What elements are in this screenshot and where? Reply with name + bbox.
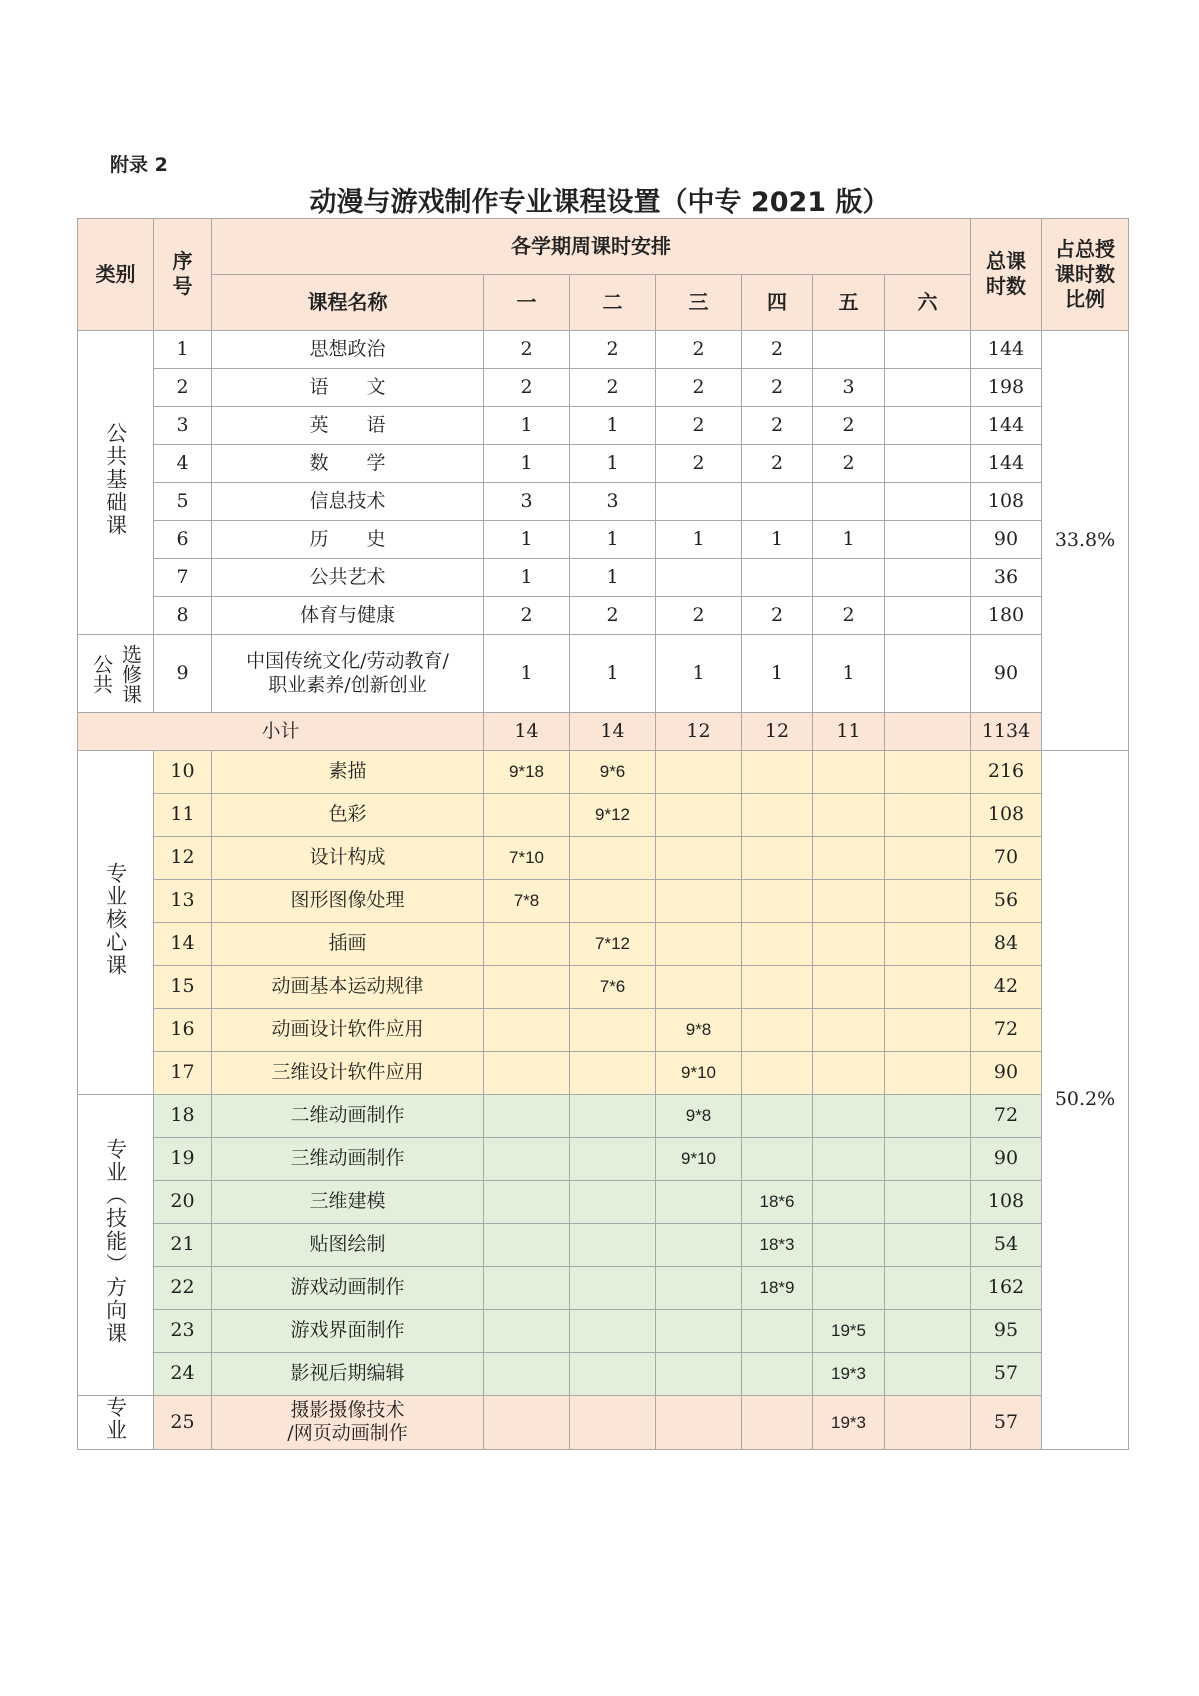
semester-hours-cell: 12 <box>742 713 813 751</box>
semester-hours-cell <box>885 369 971 407</box>
semester-hours-cell <box>484 923 570 966</box>
total-hours-cell: 57 <box>971 1353 1042 1396</box>
table-row <box>78 407 1129 445</box>
semester-hours-cell <box>742 559 813 597</box>
seq-cell: 6 <box>154 521 212 559</box>
semester-hours-cell: 3 <box>484 483 570 521</box>
semester-hours-cell <box>813 794 885 837</box>
semester-hours-cell <box>885 1310 971 1353</box>
semester-hours-cell <box>570 1267 656 1310</box>
semester-hours-cell <box>656 483 742 521</box>
semester-hours-cell <box>570 880 656 923</box>
semester-hours-cell: 19*5 <box>813 1310 885 1353</box>
semester-hours-cell: 2 <box>484 597 570 635</box>
course-name-cell: 语 文 <box>212 369 484 407</box>
semester-hours-cell: 2 <box>484 369 570 407</box>
table-row <box>78 880 1129 923</box>
header-semester: 六 <box>885 275 971 331</box>
table-row <box>78 597 1129 635</box>
total-hours-cell: 70 <box>971 837 1042 880</box>
semester-hours-cell <box>742 1396 813 1450</box>
semester-hours-cell: 9*18 <box>484 751 570 794</box>
semester-hours-cell <box>813 1181 885 1224</box>
semester-hours-cell <box>885 1224 971 1267</box>
semester-hours-cell <box>484 794 570 837</box>
category-direction <box>78 1095 154 1396</box>
semester-hours-cell <box>885 751 971 794</box>
total-hours-cell: 72 <box>971 1009 1042 1052</box>
semester-hours-cell: 1 <box>570 559 656 597</box>
semester-hours-cell <box>885 407 971 445</box>
semester-hours-cell <box>813 1095 885 1138</box>
seq-cell: 4 <box>154 445 212 483</box>
semester-hours-cell <box>484 1353 570 1396</box>
course-name-cell: 插画 <box>212 923 484 966</box>
header-course-name: 课程名称 <box>212 275 484 331</box>
semester-hours-cell: 9*12 <box>570 794 656 837</box>
table-row <box>78 483 1129 521</box>
semester-hours-cell: 2 <box>813 597 885 635</box>
semester-hours-cell <box>742 1353 813 1396</box>
semester-hours-cell: 7*10 <box>484 837 570 880</box>
semester-hours-cell <box>813 1267 885 1310</box>
semester-hours-cell: 14 <box>570 713 656 751</box>
header-semester: 一 <box>484 275 570 331</box>
semester-hours-cell: 18*9 <box>742 1267 813 1310</box>
total-hours-cell: 54 <box>971 1224 1042 1267</box>
semester-hours-cell <box>570 1396 656 1450</box>
course-name-cell: 三维建模 <box>212 1181 484 1224</box>
semester-hours-cell: 1 <box>570 445 656 483</box>
page-title: 动漫与游戏制作专业课程设置（中专 2021 版） <box>309 187 890 218</box>
total-hours-cell: 57 <box>971 1396 1042 1450</box>
semester-hours-cell <box>484 1052 570 1095</box>
header-semester: 三 <box>656 275 742 331</box>
course-name-cell: 英 语 <box>212 407 484 445</box>
semester-hours-cell: 1 <box>570 635 656 713</box>
seq-cell: 17 <box>154 1052 212 1095</box>
seq-cell: 19 <box>154 1138 212 1181</box>
semester-hours-cell <box>656 837 742 880</box>
semester-hours-cell: 2 <box>656 597 742 635</box>
course-name-cell: 游戏界面制作 <box>212 1310 484 1353</box>
semester-hours-cell <box>742 1052 813 1095</box>
semester-hours-cell: 7*8 <box>484 880 570 923</box>
semester-hours-cell: 1 <box>484 445 570 483</box>
semester-hours-cell: 2 <box>742 331 813 369</box>
semester-hours-cell <box>570 1310 656 1353</box>
semester-hours-cell <box>885 445 971 483</box>
table-row <box>78 445 1129 483</box>
semester-hours-cell: 2 <box>570 331 656 369</box>
seq-cell: 11 <box>154 794 212 837</box>
category-label: 专业（技能）方向课 <box>103 1138 128 1346</box>
table-row <box>78 966 1129 1009</box>
semester-hours-cell <box>885 966 971 1009</box>
course-name-cell: 色彩 <box>212 794 484 837</box>
category-public-elective <box>78 635 154 713</box>
course-name-cell: 历 史 <box>212 521 484 559</box>
semester-hours-cell: 1 <box>742 521 813 559</box>
seq-cell: 10 <box>154 751 212 794</box>
semester-hours-cell: 1 <box>570 407 656 445</box>
header-semester: 五 <box>813 275 885 331</box>
semester-hours-cell <box>656 1224 742 1267</box>
total-hours-cell: 216 <box>971 751 1042 794</box>
total-hours-cell: 95 <box>971 1310 1042 1353</box>
semester-hours-cell: 2 <box>742 445 813 483</box>
header-seq: 序号 <box>154 219 212 331</box>
seq-cell: 12 <box>154 837 212 880</box>
category-pro-elective <box>78 1396 154 1450</box>
semester-hours-cell: 9*10 <box>656 1138 742 1181</box>
course-name-cell: 数 学 <box>212 445 484 483</box>
appendix-label: 附录 2 <box>110 154 168 176</box>
semester-hours-cell: 1 <box>484 559 570 597</box>
semester-hours-cell <box>742 837 813 880</box>
total-hours-cell: 72 <box>971 1095 1042 1138</box>
course-name-cell: 思想政治 <box>212 331 484 369</box>
semester-hours-cell <box>885 331 971 369</box>
seq-cell: 3 <box>154 407 212 445</box>
category-label: 公共基础课 <box>103 421 128 537</box>
table-row <box>78 751 1129 794</box>
semester-hours-cell <box>885 837 971 880</box>
semester-hours-cell: 2 <box>813 407 885 445</box>
semester-hours-cell <box>813 751 885 794</box>
semester-hours-cell: 2 <box>813 445 885 483</box>
subtotal-label: 小计 <box>78 713 484 751</box>
header-total: 总课时数 <box>971 219 1042 331</box>
total-hours-cell: 108 <box>971 1181 1042 1224</box>
table-row <box>78 369 1129 407</box>
category-label: 专业核心课 <box>103 861 128 977</box>
course-name-cell: 设计构成 <box>212 837 484 880</box>
semester-hours-cell: 2 <box>570 597 656 635</box>
semester-hours-cell <box>656 923 742 966</box>
total-hours-cell: 42 <box>971 966 1042 1009</box>
table-row <box>78 1267 1129 1310</box>
semester-hours-cell <box>885 794 971 837</box>
semester-hours-cell: 1 <box>570 521 656 559</box>
course-name-cell <box>212 1396 484 1450</box>
semester-hours-cell <box>656 559 742 597</box>
semester-hours-cell <box>484 1009 570 1052</box>
header-schedule: 各学期周课时安排 <box>212 219 971 275</box>
semester-hours-cell <box>742 483 813 521</box>
semester-hours-cell: 1 <box>656 635 742 713</box>
category-public-basic <box>78 331 154 635</box>
semester-hours-cell: 12 <box>656 713 742 751</box>
total-hours-cell: 84 <box>971 923 1042 966</box>
seq-cell: 8 <box>154 597 212 635</box>
course-name-line: 职业素养/创新创业 <box>268 673 427 696</box>
semester-hours-cell <box>484 1138 570 1181</box>
course-name-cell: 动画基本运动规律 <box>212 966 484 1009</box>
semester-hours-cell <box>885 559 971 597</box>
table-row <box>78 1052 1129 1095</box>
category-label: 选修课 <box>118 643 143 704</box>
total-hours-cell: 198 <box>971 369 1042 407</box>
semester-hours-cell <box>813 837 885 880</box>
semester-hours-cell <box>885 713 971 751</box>
course-name-cell: 公共艺术 <box>212 559 484 597</box>
course-name-cell: 游戏动画制作 <box>212 1267 484 1310</box>
semester-hours-cell: 18*3 <box>742 1224 813 1267</box>
header-ratio: 占总授课时数比例 <box>1042 219 1129 331</box>
course-name-cell: 动画设计软件应用 <box>212 1009 484 1052</box>
seq-cell: 23 <box>154 1310 212 1353</box>
total-hours-cell: 180 <box>971 597 1042 635</box>
semester-hours-cell <box>484 1267 570 1310</box>
category-core <box>78 751 154 1095</box>
semester-hours-cell <box>656 751 742 794</box>
table-row <box>78 1138 1129 1181</box>
semester-hours-cell <box>656 1181 742 1224</box>
seq-cell: 24 <box>154 1353 212 1396</box>
table-row <box>78 1095 1129 1138</box>
course-name-cell: 体育与健康 <box>212 597 484 635</box>
semester-hours-cell <box>570 1095 656 1138</box>
semester-hours-cell: 1 <box>484 521 570 559</box>
table-row <box>78 1396 1129 1450</box>
course-name-cell: 贴图绘制 <box>212 1224 484 1267</box>
semester-hours-cell: 3 <box>813 369 885 407</box>
semester-hours-cell <box>885 1181 971 1224</box>
semester-hours-cell <box>570 1052 656 1095</box>
semester-hours-cell <box>813 880 885 923</box>
semester-hours-cell: 14 <box>484 713 570 751</box>
semester-hours-cell: 9*6 <box>570 751 656 794</box>
semester-hours-cell <box>742 1138 813 1181</box>
table-row <box>78 521 1129 559</box>
semester-hours-cell <box>885 597 971 635</box>
semester-hours-cell <box>484 1181 570 1224</box>
table-row <box>78 794 1129 837</box>
semester-hours-cell: 9*10 <box>656 1052 742 1095</box>
semester-hours-cell: 2 <box>484 331 570 369</box>
total-hours-cell: 108 <box>971 794 1042 837</box>
seq-cell: 13 <box>154 880 212 923</box>
seq-cell: 7 <box>154 559 212 597</box>
semester-hours-cell <box>885 635 971 713</box>
header-semester: 四 <box>742 275 813 331</box>
semester-hours-cell: 7*6 <box>570 966 656 1009</box>
table-row <box>78 559 1129 597</box>
semester-hours-cell: 9*8 <box>656 1095 742 1138</box>
course-name-cell: 图形图像处理 <box>212 880 484 923</box>
table-row <box>78 923 1129 966</box>
semester-hours-cell: 1 <box>813 635 885 713</box>
table-row <box>78 1224 1129 1267</box>
total-hours-cell: 90 <box>971 635 1042 713</box>
total-hours-cell: 90 <box>971 521 1042 559</box>
semester-hours-cell <box>885 1052 971 1095</box>
semester-hours-cell: 11 <box>813 713 885 751</box>
semester-hours-cell: 2 <box>742 597 813 635</box>
table-row <box>78 1353 1129 1396</box>
table-row <box>78 635 1129 713</box>
semester-hours-cell <box>813 1138 885 1181</box>
seq-cell: 22 <box>154 1267 212 1310</box>
semester-hours-cell: 1 <box>656 521 742 559</box>
seq-cell: 25 <box>154 1396 212 1450</box>
semester-hours-cell <box>885 880 971 923</box>
semester-hours-cell: 19*3 <box>813 1396 885 1450</box>
semester-hours-cell <box>813 1224 885 1267</box>
semester-hours-cell <box>570 1224 656 1267</box>
semester-hours-cell <box>742 923 813 966</box>
seq-cell: 1 <box>154 331 212 369</box>
table-row <box>78 1181 1129 1224</box>
semester-hours-cell: 1 <box>484 407 570 445</box>
table-row <box>78 837 1129 880</box>
semester-hours-cell <box>484 1095 570 1138</box>
table-row <box>78 1009 1129 1052</box>
semester-hours-cell <box>484 1310 570 1353</box>
semester-hours-cell <box>570 1353 656 1396</box>
course-name-cell: 三维动画制作 <box>212 1138 484 1181</box>
semester-hours-cell: 18*6 <box>742 1181 813 1224</box>
ratio-professional-cell: 50.2% <box>1042 751 1129 1450</box>
semester-hours-cell: 2 <box>570 369 656 407</box>
semester-hours-cell <box>742 1095 813 1138</box>
semester-hours-cell <box>570 1181 656 1224</box>
semester-hours-cell: 7*12 <box>570 923 656 966</box>
semester-hours-cell: 2 <box>656 369 742 407</box>
seq-cell: 9 <box>154 635 212 713</box>
course-name-line: /网页动画制作 <box>287 1422 408 1445</box>
seq-cell: 21 <box>154 1224 212 1267</box>
semester-hours-cell <box>885 483 971 521</box>
semester-hours-cell <box>885 521 971 559</box>
header-category: 类别 <box>78 219 154 331</box>
semester-hours-cell <box>656 1310 742 1353</box>
semester-hours-cell <box>484 966 570 1009</box>
course-name-cell: 三维设计软件应用 <box>212 1052 484 1095</box>
semester-hours-cell <box>656 1353 742 1396</box>
course-name-cell: 素描 <box>212 751 484 794</box>
table-row <box>78 331 1129 369</box>
total-hours-cell: 56 <box>971 880 1042 923</box>
semester-hours-cell <box>742 1009 813 1052</box>
semester-hours-cell: 2 <box>656 445 742 483</box>
course-name-line: 中国传统文化/劳动教育/ <box>246 649 449 672</box>
semester-hours-cell <box>813 559 885 597</box>
course-table <box>77 218 1129 1450</box>
semester-hours-cell <box>813 923 885 966</box>
semester-hours-cell <box>742 794 813 837</box>
total-hours-cell: 144 <box>971 445 1042 483</box>
semester-hours-cell <box>656 880 742 923</box>
semester-hours-cell <box>813 1009 885 1052</box>
total-hours-cell: 108 <box>971 483 1042 521</box>
semester-hours-cell <box>742 751 813 794</box>
semester-hours-cell: 3 <box>570 483 656 521</box>
seq-cell: 15 <box>154 966 212 1009</box>
semester-hours-cell <box>656 966 742 1009</box>
course-name-cell: 二维动画制作 <box>212 1095 484 1138</box>
semester-hours-cell <box>813 966 885 1009</box>
ratio-public-cell: 33.8% <box>1042 331 1129 751</box>
semester-hours-cell <box>742 880 813 923</box>
semester-hours-cell <box>885 1267 971 1310</box>
semester-hours-cell: 9*8 <box>656 1009 742 1052</box>
semester-hours-cell <box>484 1396 570 1450</box>
semester-hours-cell <box>570 837 656 880</box>
course-name-cell <box>212 635 484 713</box>
total-hours-cell: 36 <box>971 559 1042 597</box>
table-row <box>78 713 1129 751</box>
semester-hours-cell <box>813 331 885 369</box>
semester-hours-cell: 1 <box>742 635 813 713</box>
semester-hours-cell <box>742 966 813 1009</box>
semester-hours-cell <box>570 1009 656 1052</box>
semester-hours-cell <box>885 1353 971 1396</box>
seq-cell: 14 <box>154 923 212 966</box>
seq-cell: 5 <box>154 483 212 521</box>
semester-hours-cell <box>570 1138 656 1181</box>
semester-hours-cell <box>656 1396 742 1450</box>
semester-hours-cell: 19*3 <box>813 1353 885 1396</box>
seq-cell: 2 <box>154 369 212 407</box>
semester-hours-cell <box>885 1009 971 1052</box>
semester-hours-cell <box>813 483 885 521</box>
seq-cell: 16 <box>154 1009 212 1052</box>
total-hours-cell: 144 <box>971 407 1042 445</box>
semester-hours-cell <box>813 1052 885 1095</box>
course-name-cell: 影视后期编辑 <box>212 1353 484 1396</box>
table-row <box>78 1310 1129 1353</box>
semester-hours-cell: 1 <box>813 521 885 559</box>
course-name-cell: 信息技术 <box>212 483 484 521</box>
semester-hours-cell <box>484 1224 570 1267</box>
total-hours-cell: 144 <box>971 331 1042 369</box>
category-label: 专业 <box>103 1396 128 1442</box>
semester-hours-cell <box>885 1095 971 1138</box>
seq-cell: 20 <box>154 1181 212 1224</box>
semester-hours-cell <box>742 1310 813 1353</box>
semester-hours-cell <box>885 1138 971 1181</box>
course-name-line: 摄影摄像技术 <box>290 1398 405 1421</box>
semester-hours-cell: 2 <box>742 369 813 407</box>
semester-hours-cell: 2 <box>742 407 813 445</box>
semester-hours-cell: 2 <box>656 331 742 369</box>
seq-cell: 18 <box>154 1095 212 1138</box>
semester-hours-cell <box>885 923 971 966</box>
semester-hours-cell <box>885 1396 971 1450</box>
semester-hours-cell: 1 <box>484 635 570 713</box>
semester-hours-cell <box>656 794 742 837</box>
category-label: 公共 <box>89 653 114 694</box>
total-hours-cell: 90 <box>971 1138 1042 1181</box>
semester-hours-cell <box>656 1267 742 1310</box>
total-hours-cell: 162 <box>971 1267 1042 1310</box>
subtotal-total-cell: 1134 <box>971 713 1042 751</box>
total-hours-cell: 90 <box>971 1052 1042 1095</box>
semester-hours-cell: 2 <box>656 407 742 445</box>
header-semester: 二 <box>570 275 656 331</box>
